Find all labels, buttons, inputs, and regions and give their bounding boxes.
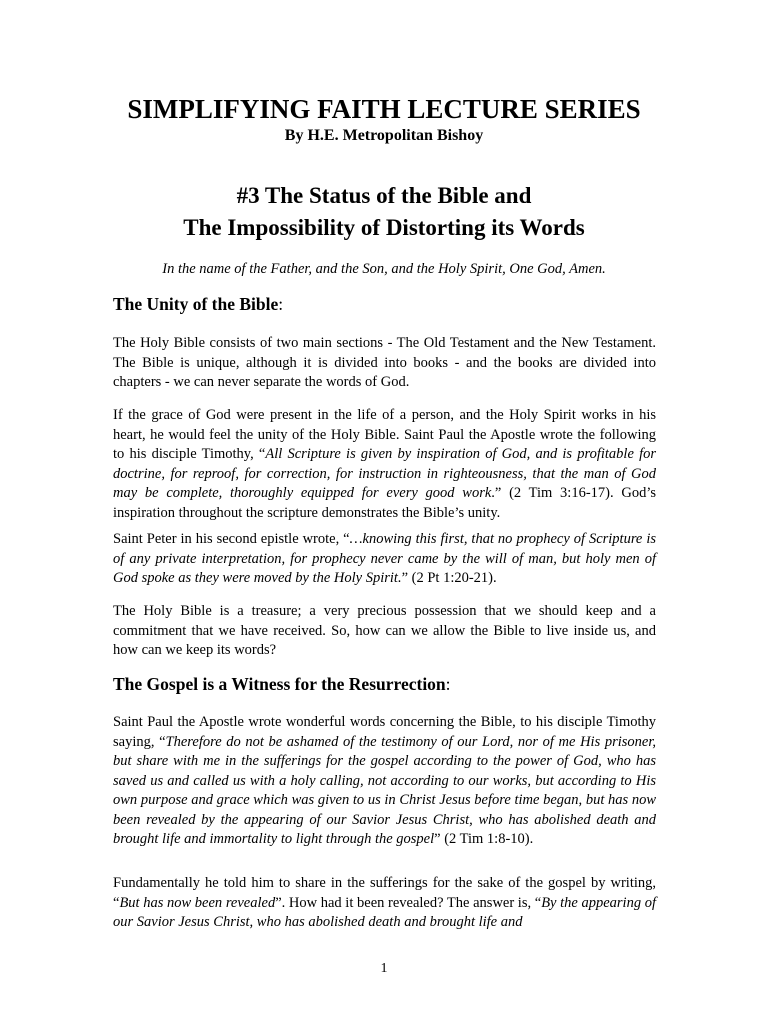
paragraph-text: ” (2 Tim 1:8-10).: [434, 831, 534, 847]
lecture-title-line-2: The Impossibility of Distorting its Words: [183, 215, 585, 240]
lecture-title: [0, 180, 768, 244]
paragraph-gospel-1: [113, 713, 656, 850]
scripture-quote: By the appearing of our Savior Jesus Christ, who has abolished death and brought life and: [113, 894, 656, 930]
scripture-quote: …knowing this first, that no prophecy of Scripture is of any private interpretation, for prophecy never came by the will of man, but holy men of God spoke as they were moved by the Holy Spirit.: [113, 531, 656, 586]
paragraph-unity-3: [113, 530, 656, 589]
page-number: 1: [380, 961, 388, 976]
paragraph-text: Saint Paul the Apostle wrote wonderful words concerning the Bible, to his disciple Timothy saying, “: [113, 714, 656, 750]
section-heading-gospel-text: The Gospel is a Witness for the Resurrection: [113, 674, 446, 694]
paragraph-text: .” (2 Tim 3:16-17). God’s inspiration throughout the scripture demonstrates the Bible’s unity.: [113, 485, 656, 521]
paragraph-text: ”. How had it been revealed? The answer is, “: [275, 894, 542, 911]
lecture-title-line-1: #3 The Status of the Bible and: [236, 183, 532, 208]
section-heading-unity-text: The Unity of the Bible: [113, 294, 279, 314]
paragraph-gospel-2: [113, 874, 656, 933]
paragraph-unity-2: [113, 406, 656, 523]
paragraph-unity-1: The Holy Bible consists of two main sections - The Old Testament and the New Testament. The Bible is unique, although it is divided into books - and the books are divided into chapters - we can never separate the words of God.: [113, 335, 656, 390]
paragraph-text: If the grace of God were present in the life of a person, and the Holy Spirit works in his heart, he would feel the unity of the Holy Bible. Saint Paul the Apostle wrote the following to his disciple Timothy, “: [113, 407, 656, 462]
author-byline: By H.E. Metropolitan Bishoy: [284, 127, 484, 144]
section-heading-gospel: [113, 672, 451, 696]
section-heading-unity: [113, 292, 283, 316]
section-heading-unity-colon: :: [278, 294, 284, 314]
section-heading-gospel-colon: :: [445, 674, 451, 694]
paragraph-unity-4: The Holy Bible is a treasure; a very precious possession that we should keep and a commitment that we have received. So, how can we allow the Bible to live inside us, and how can we keep its words?: [113, 603, 656, 658]
scripture-quote: Therefore do not be ashamed of the testimony of our Lord, nor of me His prisoner, but share with me in the sufferings for the gospel according to the power of God, who has saved us and called us with a holy calling, not according to our works, but according to His own purpose and grace which was given to us in Christ Jesus before time began, but has now been revealed by the appearing of our Savior Jesus Christ, who has abolished death and brought life and immortality to light through the gospel: [113, 733, 656, 847]
series-title: SIMPLIFYING FAITH LECTURE SERIES: [127, 94, 641, 124]
invocation: In the name of the Father, and the Son, and the Holy Spirit, One God, Amen.: [162, 261, 606, 277]
paragraph-text: Saint Peter in his second epistle wrote, “: [113, 531, 350, 547]
paragraph-text: ” (2 Pt 1:20-21).: [401, 570, 497, 586]
scripture-quote: But has now been revealed: [119, 894, 276, 911]
paragraph-text: Fundamentally he told him to share in the sufferings for the sake of the gospel by writing, “: [113, 875, 656, 911]
scripture-quote: All Scripture is given by inspiration of God, and is profitable for doctrine, for reproof, for correction, for instruction in righteousness, that the man of God may be complete, thoroughly equipped for every good work: [113, 446, 657, 501]
